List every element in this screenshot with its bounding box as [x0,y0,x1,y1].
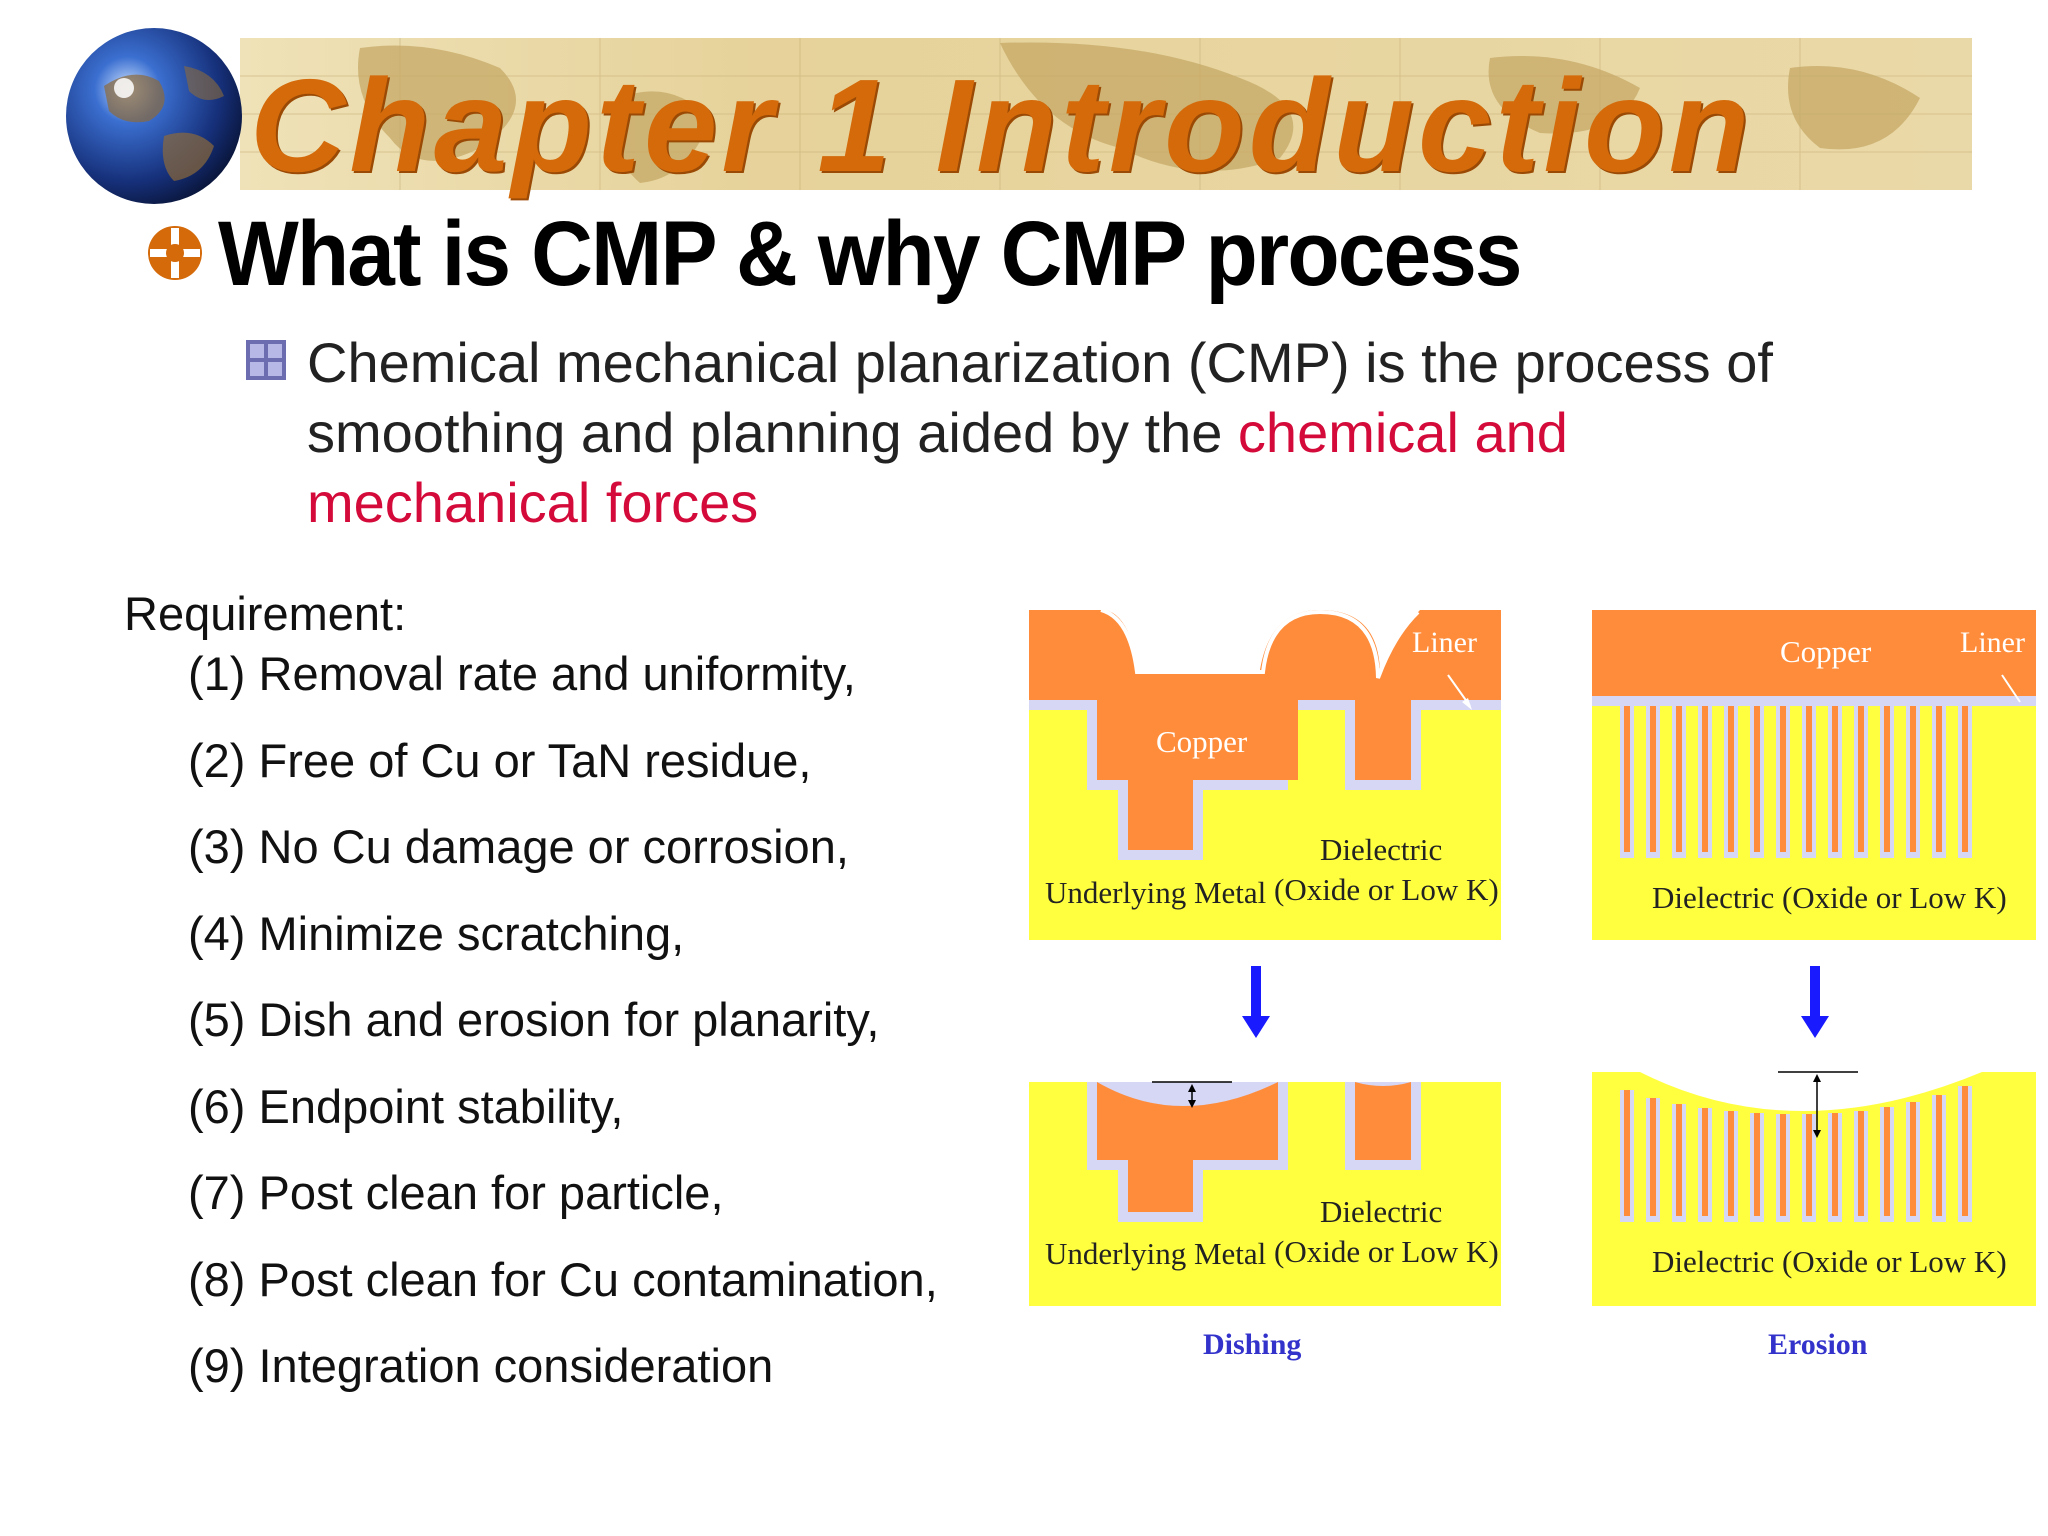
requirement-item: (4) Minimize scratching, [188,906,685,960]
copper-label: Copper [1156,724,1248,759]
dielectric-label: Dielectric (Oxide or Low K) [1652,880,2007,915]
dishing-after-panel [1029,1082,1501,1306]
requirement-item: (3) No Cu damage or corrosion, [188,820,849,873]
requirement-item: (2) Free of Cu or TaN residue, [188,733,812,787]
process-arrow [1801,966,1829,1038]
definition-highlight: chemical and mechanical forces [307,401,1568,534]
dishing-caption: Dishing [1203,1328,1302,1361]
dielectric-label: Dielectric [1320,1194,1443,1229]
globe-icon [64,26,244,206]
dielectric-label: Dielectric [1320,832,1443,867]
requirement-item: (5) Dish and erosion for planarity, [188,993,880,1046]
erosion-caption: Erosion [1768,1328,1868,1361]
liner-label: Liner [1960,626,2025,659]
underlying-metal-label: Underlying Metal [1045,1236,1267,1271]
requirement-item: (6) Endpoint stability, [188,1079,624,1133]
requirement-item: (8) Post clean for Cu contamination, [188,1252,938,1306]
slide-title: Chapter 1 Introduction [250,52,1754,199]
erosion-before-panel [1592,610,2036,940]
dishing-before-panel [1029,610,1501,940]
oxide-label: (Oxide or Low K) [1274,1234,1499,1269]
copper-label: Copper [1780,634,1872,669]
requirement-list [188,640,938,1419]
slide-heading: What is CMP & why CMP process [218,203,1521,305]
liner-label: Liner [1412,626,1477,659]
cmp-definition [307,328,1807,538]
underlying-metal-label: Underlying Metal [1045,875,1267,910]
definition-text: Chemical mechanical planarization (CMP) is the process of smoothing and planning aided by the [307,331,1773,464]
requirement-item: (7) Post clean for particle, [188,1166,724,1219]
cmp-diagram [1020,610,2040,1370]
process-arrow [1242,966,1270,1038]
square-bullet-icon [246,340,286,380]
dielectric-label: Dielectric (Oxide or Low K) [1652,1244,2007,1279]
requirement-item: (1) Removal rate and uniformity, [188,647,856,700]
target-bullet-icon [146,224,204,282]
requirement-label: Requirement: [124,587,407,640]
oxide-label: (Oxide or Low K) [1274,872,1499,907]
erosion-after-panel [1592,1070,2036,1306]
requirement-item: (9) Integration consideration [188,1339,774,1392]
